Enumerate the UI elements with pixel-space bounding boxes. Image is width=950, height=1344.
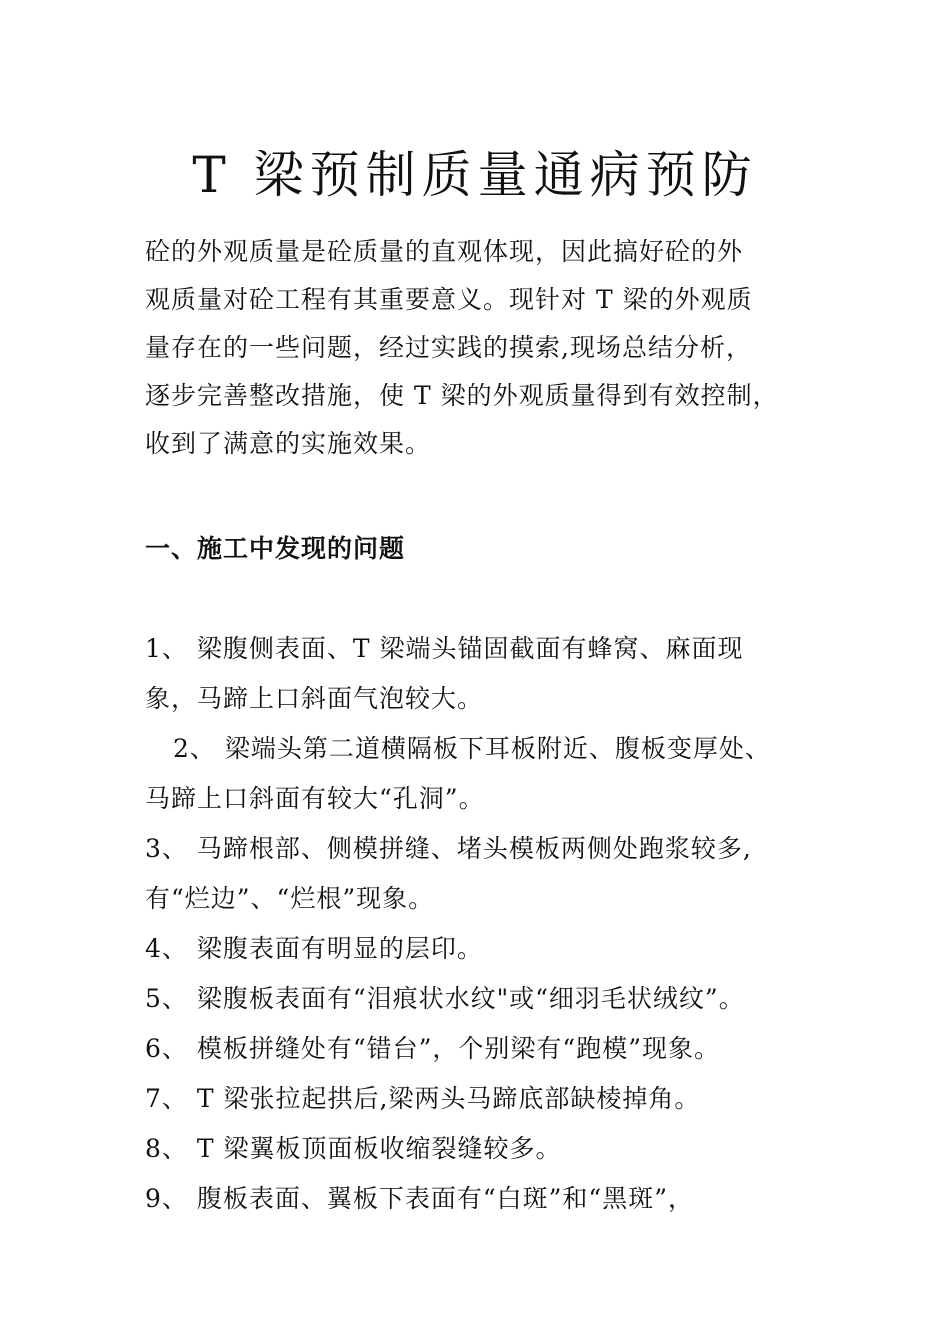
- issue-line: 3、 马蹄根部、侧模拼缝、堵头模板两侧处跑浆较多,: [145, 834, 752, 863]
- intro-paragraph: [145, 228, 835, 468]
- issue-line: 4、 梁腹表面有明显的层印。: [145, 934, 483, 963]
- issue-line: 7、 T 梁张拉起拱后,梁两头马蹄底部缺棱掉角。: [145, 1084, 701, 1113]
- document-title: T 梁预制质量通病预防: [192, 146, 758, 204]
- issue-line: 1、 梁腹侧表面、T 梁端头锚固截面有蜂窝、麻面现: [145, 634, 744, 663]
- intro-line: 观质量对砼工程有其重要意义。现针对 T 梁的外观质: [145, 285, 753, 314]
- issue-line: 象，马蹄上口斜面气泡较大。: [145, 684, 484, 713]
- issue-line: 马蹄上口斜面有较大“孔洞”。: [145, 784, 485, 813]
- section-heading: 一、施工中发现的问题: [145, 534, 406, 563]
- intro-line: 砼的外观质量是砼质量的直观体现，因此搞好砼的外: [145, 237, 744, 266]
- issue-line: 6、 模板拼缝处有“错台”，个别梁有“跑模”现象。: [145, 1034, 720, 1063]
- issue-line: 2、 梁端头第二道横隔板下耳板附近、腹板变厚处、: [173, 734, 771, 763]
- issue-line: 9、 腹板表面、翼板下表面有“白斑”和“黑斑”，: [145, 1184, 694, 1213]
- issue-line: 5、 梁腹板表面有“泪痕状水纹"或“细羽毛状绒纹”。: [145, 984, 745, 1013]
- intro-line: 逐步完善整改措施，使 T 梁的外观质量得到有效控制，: [145, 381, 779, 410]
- intro-line: 量存在的一些问题，经过实践的摸索,现场总结分析，: [145, 333, 752, 362]
- issue-list: [145, 624, 845, 1224]
- intro-line: 收到了满意的实施效果。: [145, 429, 432, 458]
- issue-line: 8、 T 梁翼板顶面板收缩裂缝较多。: [145, 1134, 562, 1163]
- issue-line: 有“烂边”、“烂根”现象。: [145, 884, 435, 913]
